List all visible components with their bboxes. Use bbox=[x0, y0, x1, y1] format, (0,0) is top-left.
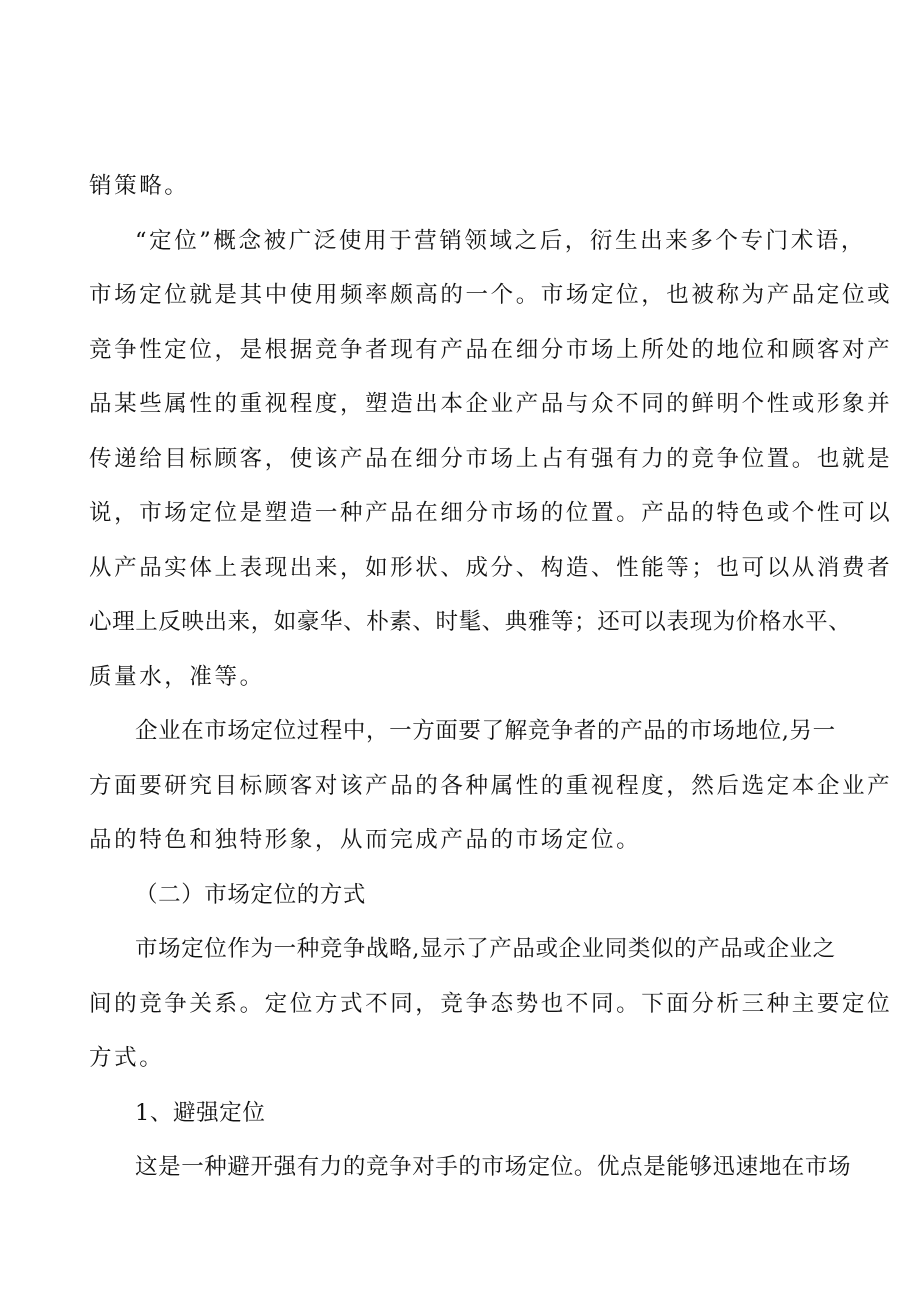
section-heading: （二）市场定位的方式 bbox=[135, 882, 367, 908]
text-line: 竞争性定位，是根据竞争者现有产品在细分市场上所处的地位和顾客对产 bbox=[89, 337, 893, 363]
subsection-heading: 1、避强定位 bbox=[135, 1100, 266, 1126]
text-line: 从产品实体上表现出来，如形状、成分、构造、性能等；也可以从消费者 bbox=[89, 555, 893, 581]
text-line: 品某些属性的重视程度，塑造出本企业产品与众不同的鲜明个性或形象并 bbox=[89, 391, 893, 417]
text-line: 方面要研究目标顾客对该产品的各种属性的重视程度，然后选定本企业产 bbox=[89, 773, 893, 799]
text-line: 传递给目标顾客，使该产品在细分市场上占有强有力的竞争位置。也就是 bbox=[89, 446, 893, 472]
text-line: 说，市场定位是塑造一种产品在细分市场的位置。产品的特色或个性可以 bbox=[89, 500, 893, 526]
text-line: 心理上反映出来，如豪华、朴素、时髦、典雅等；还可以表现为价格水平、 bbox=[89, 609, 852, 635]
text-line: 方式。 bbox=[89, 1045, 165, 1071]
text-line: 市场定位就是其中使用频率颇高的一个。市场定位，也被称为产品定位或 bbox=[89, 282, 893, 308]
text-line: “定位”概念被广泛使用于营销领域之后，衍生出来多个专门术语， bbox=[135, 228, 867, 254]
text-line: 品的特色和独特形象，从而完成产品的市场定位。 bbox=[89, 827, 642, 853]
text-line: 企业在市场定位过程中，一方面要了解竞争者的产品的市场地位,另一 bbox=[135, 718, 836, 744]
text-line: 市场定位作为一种竞争战略,显示了产品或企业同类似的产品或企业之 bbox=[135, 936, 836, 962]
text-line: 这是一种避开强有力的竞争对手的市场定位。优点是能够迅速地在市场 bbox=[135, 1154, 852, 1180]
text-line: 间的竞争关系。定位方式不同，竞争态势也不同。下面分析三种主要定位 bbox=[89, 991, 893, 1017]
text-line: 质量水，准等。 bbox=[89, 664, 265, 690]
text-line: 销策略。 bbox=[89, 173, 190, 199]
